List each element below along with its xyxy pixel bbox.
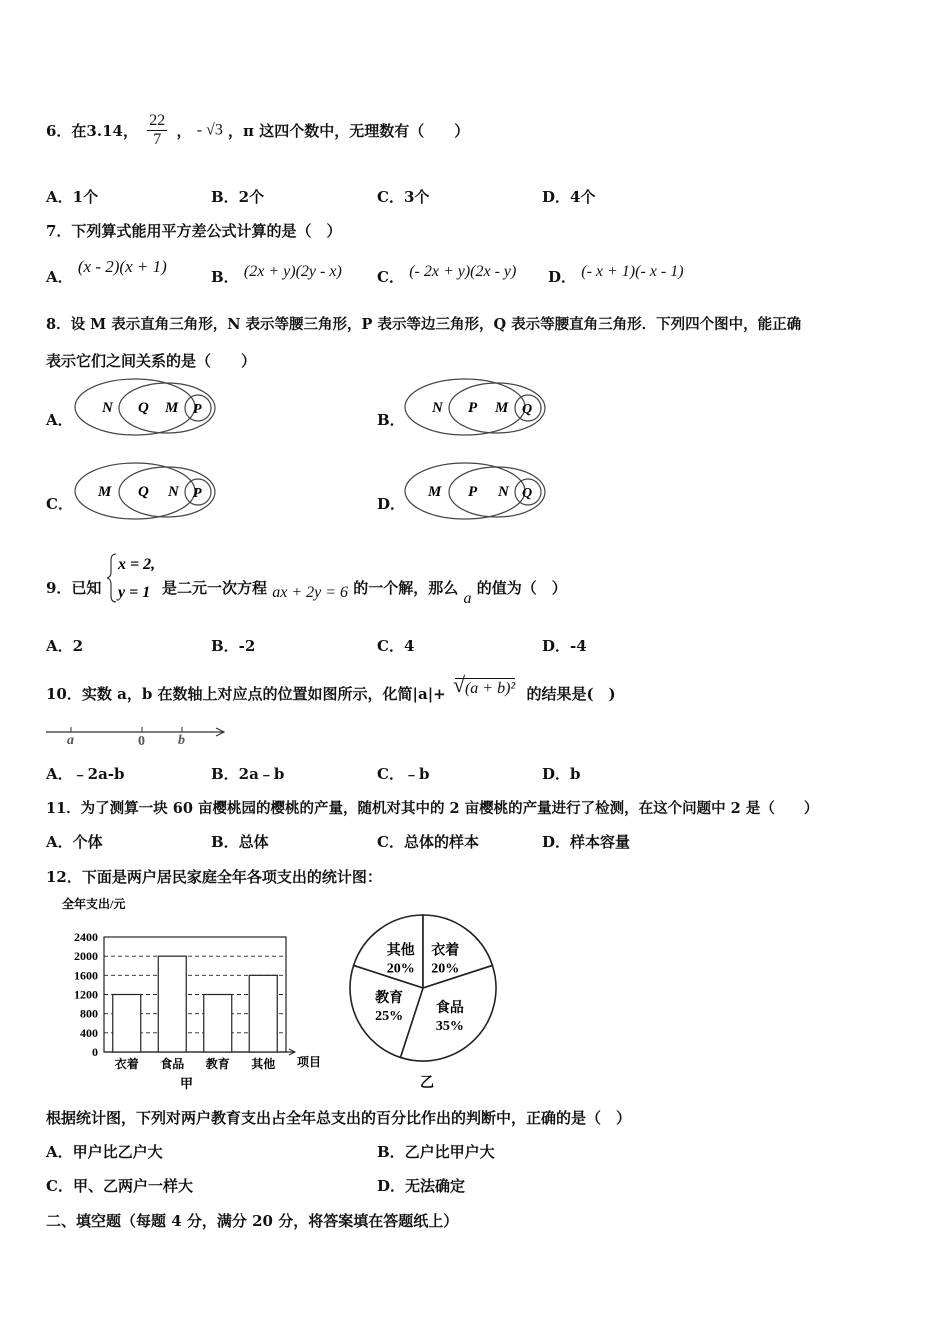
q8-venn-d[interactable] xyxy=(402,459,552,523)
q10-option-a[interactable]: A．﹣2a-b xyxy=(46,765,125,783)
q9-prefix: 9．已知 xyxy=(46,579,102,597)
q12-option-c[interactable]: C．甲、乙两户一样大 xyxy=(46,1177,193,1195)
pie-category-label: 衣着 xyxy=(431,943,460,959)
q8-option-c-label[interactable]: C． xyxy=(46,495,73,513)
brace-icon xyxy=(107,554,116,602)
pie-percent-label: 20% xyxy=(386,961,415,977)
q9-stem: 是二元一次方程 ax + 2y = 6 的一个解，那么 a 的值为（ ） xyxy=(162,579,567,607)
venn-label: N xyxy=(168,484,179,500)
category-label: 食品 xyxy=(160,1057,185,1071)
venn-label: N xyxy=(102,400,113,416)
q9-option-c[interactable]: C．4 xyxy=(377,637,415,655)
venn-label: P xyxy=(193,486,202,501)
chart-bars xyxy=(113,956,278,1052)
pie-category-label: 食品 xyxy=(435,1000,464,1016)
chart-yticks xyxy=(74,930,98,1059)
y-tick-label: 2000 xyxy=(74,949,98,964)
chart-categories xyxy=(115,1056,276,1071)
q8-venn-b[interactable] xyxy=(402,375,552,439)
axis-label-b: b xyxy=(178,733,185,748)
venn-label: M xyxy=(165,400,179,416)
pie-percent-label: 20% xyxy=(431,961,460,977)
q12-question: 根据统计图，下列对两户教育支出占全年总支出的百分比作出的判断中，正确的是（ ） xyxy=(46,1109,632,1127)
q10-option-b[interactable]: B．2a﹣b xyxy=(211,765,285,783)
q8-stem-line1: 8．设 M 表示直角三角形，N 表示等腰三角形，P 表示等边三角形，Q 表示等腰直角三角形．下列四个图中，能正确 xyxy=(46,316,802,333)
q12-option-d[interactable]: D．无法确定 xyxy=(377,1177,466,1195)
q11-stem: 11．为了测算一块 60 亩樱桃园的樱桃的产量，随机对其中的 2 亩樱桃的产量进行了检测，在这个问题中 2 是（ ） xyxy=(46,800,819,817)
q12-option-b[interactable]: B．乙户比甲户大 xyxy=(377,1143,495,1161)
axis-label-0: 0 xyxy=(138,734,145,748)
q7-option-d[interactable]: D． (- x + 1)(- x - 1) xyxy=(548,263,684,286)
q10-option-c[interactable]: C．﹣b xyxy=(377,765,430,783)
pie-chart-yi xyxy=(348,905,508,1090)
chart-ylabel: 全年支出/元 xyxy=(62,897,126,911)
venn-label: M xyxy=(495,400,509,416)
bar xyxy=(249,975,277,1052)
category-label: 教育 xyxy=(205,1057,230,1071)
q6-stem: 6．在3.14， $\frac{22}{7}$ ， - √3 ，π 这四个数中，无理数有（ ） xyxy=(46,112,470,148)
q12-option-a[interactable]: A．甲户比乙户大 xyxy=(46,1143,163,1161)
y-tick-label: 1600 xyxy=(74,968,98,983)
q7-stem: 7．下列算式能用平方差公式计算的是（ ） xyxy=(46,222,342,240)
q11-option-c[interactable]: C．总体的样本 xyxy=(377,833,479,851)
venn-label: N xyxy=(498,484,509,500)
q8-option-d-label[interactable]: D． xyxy=(377,495,406,513)
q7-option-c[interactable]: C． (- 2x + y)(2x - y) xyxy=(377,263,517,286)
pie-category-label: 其他 xyxy=(386,943,415,959)
q7-option-a[interactable]: A． (x - 2)(x + 1) xyxy=(46,257,167,286)
sqrt-expression: √ (a + b)² xyxy=(452,672,516,697)
q12-stem: 12．下面是两户居民家庭全年各项支出的统计图： xyxy=(46,868,382,886)
chart-title-jia: 甲 xyxy=(180,1076,194,1091)
chart-title-yi: 乙 xyxy=(420,1076,434,1090)
q6-option-a[interactable]: A．1个 xyxy=(46,188,99,206)
venn-label: Q xyxy=(138,484,149,500)
venn-label: P xyxy=(468,484,478,500)
bar xyxy=(158,956,186,1052)
q11-option-d[interactable]: D．样本容量 xyxy=(542,833,631,851)
q7-option-b[interactable]: B． (2x + y)(2y - x) xyxy=(211,263,342,286)
y-tick-label: 0 xyxy=(92,1045,98,1059)
q9-option-b[interactable]: B．-2 xyxy=(211,637,256,655)
y-tick-label: 400 xyxy=(80,1025,98,1040)
y-tick-label: 800 xyxy=(80,1006,98,1021)
q9-option-d[interactable]: D．-4 xyxy=(542,637,587,655)
q8-option-b-label[interactable]: B． xyxy=(377,411,405,429)
q10-number-line xyxy=(44,722,234,748)
category-label: 其他 xyxy=(251,1057,276,1071)
y-tick-label: 2400 xyxy=(74,930,98,944)
q10-option-d[interactable]: D．b xyxy=(542,765,581,783)
sqrt-icon: √ xyxy=(452,672,466,697)
venn-label: M xyxy=(98,484,112,500)
venn-label: Q xyxy=(522,402,533,417)
q6-option-b[interactable]: B．2个 xyxy=(211,188,265,206)
system-line-1: x = 2, xyxy=(118,556,156,573)
q8-venn-a[interactable] xyxy=(72,375,222,439)
axis-label-a: a xyxy=(67,733,74,748)
system-line-2: y = 1 xyxy=(118,584,151,601)
q9-option-a[interactable]: A．2 xyxy=(46,637,84,655)
category-label: 衣着 xyxy=(114,1057,139,1071)
bar xyxy=(113,995,141,1053)
q6-option-c[interactable]: C．3个 xyxy=(377,188,430,206)
pie-slices xyxy=(350,915,496,1061)
q6-fraction: $\frac{22}{7}$ xyxy=(149,112,166,148)
bar-chart-jia xyxy=(54,892,334,1092)
chart-xlabel: 项目 xyxy=(297,1055,322,1069)
pie-category-label: 教育 xyxy=(375,991,404,1007)
venn-label: N xyxy=(432,400,443,416)
venn-label: P xyxy=(468,400,478,416)
q8-option-a-label[interactable]: A． xyxy=(46,411,73,429)
pie-percent-label: 25% xyxy=(375,1009,404,1025)
venn-label: P xyxy=(193,402,202,417)
q8-stem-line2: 表示它们之间关系的是（ ） xyxy=(46,352,257,370)
pie-percent-label: 35% xyxy=(435,1018,464,1034)
bar xyxy=(204,995,232,1053)
venn-label: Q xyxy=(522,486,533,501)
q10-stem: 10．实数 a，b 在数轴上对应点的位置如图所示，化简|a|+ √ (a + b)² 的结果是( ) xyxy=(46,672,616,703)
venn-label: Q xyxy=(138,400,149,416)
section-2-title: 二、填空题（每题 4 分，满分 20 分，将答案填在答题纸上） xyxy=(46,1212,459,1230)
q9-system-brace xyxy=(106,550,166,606)
y-tick-label: 1200 xyxy=(74,987,98,1002)
q8-venn-c[interactable] xyxy=(72,459,222,523)
q11-option-b[interactable]: B．总体 xyxy=(211,833,269,851)
venn-label: M xyxy=(428,484,442,500)
q11-option-a[interactable]: A．个体 xyxy=(46,833,103,851)
q6-option-d[interactable]: D．4个 xyxy=(542,188,596,206)
